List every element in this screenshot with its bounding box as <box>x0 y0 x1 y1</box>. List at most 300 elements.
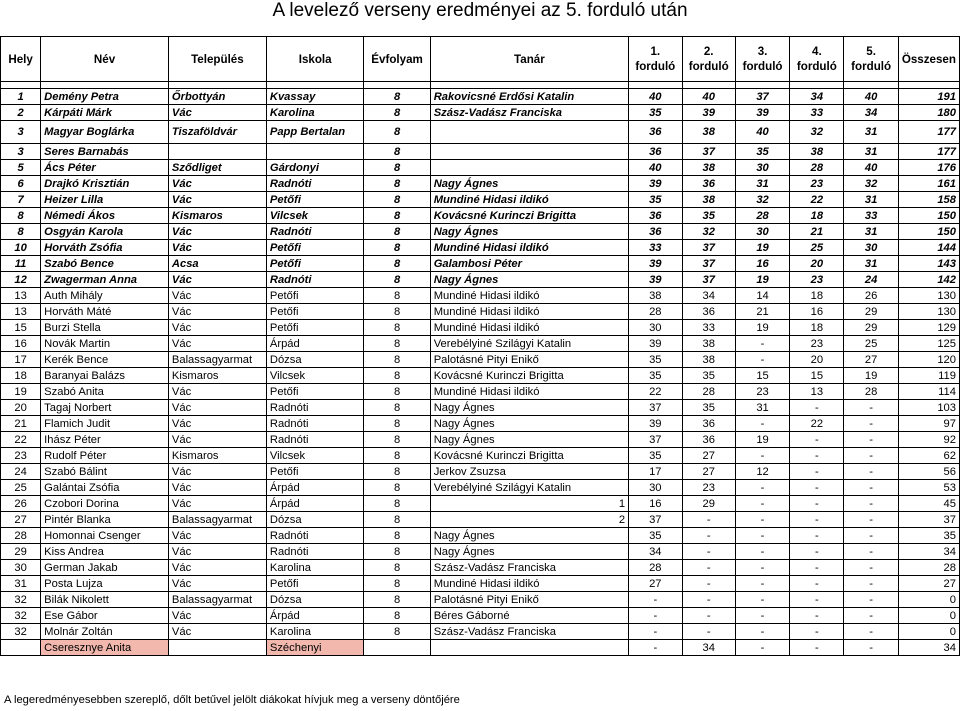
cell-round-3: - <box>735 352 789 368</box>
cell-total: 177 <box>898 144 959 160</box>
cell-total: 129 <box>898 320 959 336</box>
spacer-cell <box>168 82 266 89</box>
col-header-round-3 <box>735 37 789 82</box>
cell-name: Horváth Zsófia <box>41 240 169 256</box>
cell-total: 143 <box>898 256 959 272</box>
col-header-osszesen: Összesen <box>898 37 959 82</box>
cell-town: Őrbottyán <box>168 89 266 105</box>
cell-town: Kismaros <box>168 368 266 384</box>
cell-grade: 8 <box>364 576 430 592</box>
cell-place: 6 <box>1 176 41 192</box>
spacer-row <box>1 82 960 89</box>
cell-place: 13 <box>1 304 41 320</box>
cell-round-1: 22 <box>629 384 682 400</box>
cell-round-2: 32 <box>682 224 735 240</box>
cell-round-2: 28 <box>682 384 735 400</box>
cell-place: 3 <box>1 121 41 144</box>
cell-school: Petőfi <box>266 384 364 400</box>
table-row <box>1 160 960 176</box>
cell-teacher: 1 <box>430 496 628 512</box>
cell-name: Czobori Dorina <box>41 496 169 512</box>
cell-total: 62 <box>898 448 959 464</box>
table-row <box>1 496 960 512</box>
cell-total: 35 <box>898 528 959 544</box>
cell-round-3: - <box>735 608 789 624</box>
cell-total: 27 <box>898 576 959 592</box>
cell-grade: 8 <box>364 496 430 512</box>
cell-school: Petőfi <box>266 464 364 480</box>
cell-town: Vác <box>168 304 266 320</box>
cell-round-3: 37 <box>735 89 789 105</box>
cell-round-2: 40 <box>682 89 735 105</box>
cell-round-5: 25 <box>844 336 898 352</box>
cell-school: Árpád <box>266 496 364 512</box>
cell-round-4: - <box>790 496 844 512</box>
cell-school: Karolina <box>266 560 364 576</box>
cell-total: 150 <box>898 224 959 240</box>
cell-round-2: - <box>682 512 735 528</box>
cell-total: 125 <box>898 336 959 352</box>
spacer-cell <box>430 82 628 89</box>
cell-round-4: - <box>790 528 844 544</box>
cell-place: 21 <box>1 416 41 432</box>
cell-round-3: 16 <box>735 256 789 272</box>
cell-teacher: Kovácsné Kurinczi Brigitta <box>430 448 628 464</box>
cell-round-4: - <box>790 432 844 448</box>
cell-round-3: - <box>735 592 789 608</box>
cell-school: Petőfi <box>266 320 364 336</box>
cell-round-5: - <box>844 496 898 512</box>
cell-town: Vác <box>168 560 266 576</box>
cell-school: Árpád <box>266 608 364 624</box>
cell-round-2: - <box>682 576 735 592</box>
cell-name: Drajkó Krisztián <box>41 176 169 192</box>
cell-round-1: - <box>629 608 682 624</box>
cell-round-3: - <box>735 336 789 352</box>
cell-round-2: - <box>682 544 735 560</box>
cell-school: Vilcsek <box>266 448 364 464</box>
cell-round-4: 18 <box>790 208 844 224</box>
cell-round-4: - <box>790 624 844 640</box>
cell-teacher: Jerkov Zsuzsa <box>430 464 628 480</box>
cell-name: Szabó Anita <box>41 384 169 400</box>
cell-round-5: - <box>844 400 898 416</box>
cell-town: Kismaros <box>168 208 266 224</box>
spacer-cell <box>844 82 898 89</box>
cell-round-4: 13 <box>790 384 844 400</box>
table-row <box>1 272 960 288</box>
cell-name: Molnár Zoltán <box>41 624 169 640</box>
cell-town: Vác <box>168 432 266 448</box>
cell-teacher: Mundiné Hidasi ildikó <box>430 240 628 256</box>
cell-round-3: 35 <box>735 144 789 160</box>
cell-grade: 8 <box>364 256 430 272</box>
cell-round-4: 23 <box>790 176 844 192</box>
cell-town: Balassagyarmat <box>168 512 266 528</box>
cell-town: Vác <box>168 400 266 416</box>
cell-round-4: 18 <box>790 320 844 336</box>
cell-round-4: - <box>790 400 844 416</box>
cell-teacher: Nagy Ágnes <box>430 400 628 416</box>
table-row <box>1 304 960 320</box>
cell-teacher: Verebélyiné Szilágyi Katalin <box>430 336 628 352</box>
cell-round-1: 35 <box>629 105 682 121</box>
round-4-number: 4. <box>812 45 822 58</box>
cell-school: Radnóti <box>266 416 364 432</box>
cell-grade: 8 <box>364 224 430 240</box>
cell-round-1: 36 <box>629 144 682 160</box>
cell-place: 11 <box>1 256 41 272</box>
cell-town: Vác <box>168 464 266 480</box>
cell-grade: 8 <box>364 336 430 352</box>
cell-round-5: 29 <box>844 320 898 336</box>
cell-round-4: - <box>790 480 844 496</box>
cell-total: 161 <box>898 176 959 192</box>
round-3-number: 3. <box>757 45 768 58</box>
cell-round-1: 39 <box>629 176 682 192</box>
cell-round-1: 28 <box>629 304 682 320</box>
cell-place <box>1 640 41 656</box>
cell-name: Némedi Ákos <box>41 208 169 224</box>
cell-school: Radnóti <box>266 272 364 288</box>
cell-name: Tagaj Norbert <box>41 400 169 416</box>
col-header-tanar: Tanár <box>430 37 628 82</box>
cell-town: Vác <box>168 320 266 336</box>
round-2-word: forduló <box>688 60 729 73</box>
cell-round-3: 30 <box>735 160 789 176</box>
cell-round-1: 33 <box>629 240 682 256</box>
cell-place: 15 <box>1 320 41 336</box>
cell-school: Árpád <box>266 480 364 496</box>
cell-town: Vác <box>168 336 266 352</box>
cell-place: 32 <box>1 608 41 624</box>
cell-round-3: 19 <box>735 240 789 256</box>
cell-name: Zwagerman Anna <box>41 272 169 288</box>
table-row <box>1 288 960 304</box>
cell-total: 0 <box>898 608 959 624</box>
cell-name: Cseresznye Anita <box>41 640 169 656</box>
cell-round-2: 36 <box>682 304 735 320</box>
table-row <box>1 640 960 656</box>
cell-round-5: - <box>844 448 898 464</box>
cell-name: Pintér Blanka <box>41 512 169 528</box>
cell-round-5: - <box>844 608 898 624</box>
cell-round-4: 28 <box>790 160 844 176</box>
table-row <box>1 448 960 464</box>
cell-round-3: 12 <box>735 464 789 480</box>
round-1-number: 1. <box>650 45 661 58</box>
cell-round-4: 33 <box>790 105 844 121</box>
cell-grade: 8 <box>364 400 430 416</box>
cell-total: 191 <box>898 89 959 105</box>
cell-round-1: 37 <box>629 432 682 448</box>
cell-round-2: 35 <box>682 400 735 416</box>
cell-round-1: 35 <box>629 368 682 384</box>
cell-round-2: 36 <box>682 416 735 432</box>
cell-total: 120 <box>898 352 959 368</box>
cell-round-4: - <box>790 464 844 480</box>
table-row <box>1 352 960 368</box>
cell-grade: 8 <box>364 624 430 640</box>
cell-place: 20 <box>1 400 41 416</box>
cell-round-1: 39 <box>629 416 682 432</box>
cell-round-5: 40 <box>844 160 898 176</box>
cell-round-1: 27 <box>629 576 682 592</box>
cell-round-5: 28 <box>844 384 898 400</box>
cell-town: Acsa <box>168 256 266 272</box>
table-row <box>1 608 960 624</box>
cell-round-3: - <box>735 560 789 576</box>
cell-round-2: 38 <box>682 121 735 144</box>
cell-name: Auth Mihály <box>41 288 169 304</box>
cell-round-3: - <box>735 528 789 544</box>
cell-grade: 8 <box>364 105 430 121</box>
cell-name: Demény Petra <box>41 89 169 105</box>
table-row <box>1 512 960 528</box>
cell-round-5: 31 <box>844 144 898 160</box>
cell-teacher: Nagy Ágnes <box>430 224 628 240</box>
cell-grade: 8 <box>364 304 430 320</box>
cell-total: 92 <box>898 432 959 448</box>
cell-teacher: Kovácsné Kurinczi Brigitta <box>430 208 628 224</box>
cell-town: Sződliget <box>168 160 266 176</box>
cell-total: 97 <box>898 416 959 432</box>
cell-round-5: 33 <box>844 208 898 224</box>
cell-school: Dózsa <box>266 512 364 528</box>
cell-school: Petőfi <box>266 240 364 256</box>
cell-town: Vác <box>168 480 266 496</box>
cell-round-5: - <box>844 576 898 592</box>
table-row <box>1 256 960 272</box>
cell-round-3: - <box>735 448 789 464</box>
cell-round-2: 27 <box>682 448 735 464</box>
cell-round-1: - <box>629 592 682 608</box>
cell-round-3: 19 <box>735 272 789 288</box>
cell-round-2: - <box>682 608 735 624</box>
cell-town: Vác <box>168 528 266 544</box>
results-table <box>0 36 960 656</box>
cell-round-1: 35 <box>629 192 682 208</box>
cell-round-2: 38 <box>682 352 735 368</box>
cell-total: 177 <box>898 121 959 144</box>
cell-grade: 8 <box>364 272 430 288</box>
col-header-nev: Név <box>41 37 169 82</box>
cell-round-4: 34 <box>790 89 844 105</box>
cell-round-4: 22 <box>790 416 844 432</box>
cell-grade: 8 <box>364 480 430 496</box>
cell-name: Szabó Bálint <box>41 464 169 480</box>
cell-round-5: - <box>844 512 898 528</box>
cell-grade: 8 <box>364 160 430 176</box>
cell-teacher: 2 <box>430 512 628 528</box>
cell-grade: 8 <box>364 512 430 528</box>
cell-round-4: - <box>790 448 844 464</box>
cell-place: 26 <box>1 496 41 512</box>
cell-round-2: 37 <box>682 256 735 272</box>
cell-round-5: 30 <box>844 240 898 256</box>
cell-total: 130 <box>898 288 959 304</box>
cell-total: 0 <box>898 592 959 608</box>
cell-place: 19 <box>1 384 41 400</box>
cell-round-5: 31 <box>844 192 898 208</box>
col-header-round-1 <box>629 37 682 82</box>
cell-teacher <box>430 121 628 144</box>
cell-round-3: - <box>735 480 789 496</box>
cell-teacher: Mundiné Hidasi ildikó <box>430 384 628 400</box>
spacer-cell <box>898 82 959 89</box>
cell-place: 16 <box>1 336 41 352</box>
cell-school: Dózsa <box>266 592 364 608</box>
cell-round-4: 22 <box>790 192 844 208</box>
cell-round-3: 39 <box>735 105 789 121</box>
cell-place: 8 <box>1 224 41 240</box>
cell-place: 32 <box>1 592 41 608</box>
cell-round-3: 19 <box>735 320 789 336</box>
cell-round-4: 25 <box>790 240 844 256</box>
cell-round-1: 38 <box>629 288 682 304</box>
cell-total: 176 <box>898 160 959 176</box>
cell-name: Kárpáti Márk <box>41 105 169 121</box>
cell-round-3: 31 <box>735 400 789 416</box>
cell-school: Petőfi <box>266 304 364 320</box>
cell-grade: 8 <box>364 352 430 368</box>
cell-total: 150 <box>898 208 959 224</box>
cell-town: Tiszaföldvár <box>168 121 266 144</box>
cell-round-2: 34 <box>682 640 735 656</box>
cell-teacher: Palotásné Pityi Enikő <box>430 352 628 368</box>
cell-round-5: 24 <box>844 272 898 288</box>
spacer-cell <box>735 82 789 89</box>
table-row <box>1 624 960 640</box>
cell-round-5: - <box>844 464 898 480</box>
cell-place: 5 <box>1 160 41 176</box>
cell-round-2: 27 <box>682 464 735 480</box>
cell-round-2: - <box>682 624 735 640</box>
round-2-number: 2. <box>703 45 714 58</box>
cell-school: Karolina <box>266 624 364 640</box>
cell-round-3: 14 <box>735 288 789 304</box>
cell-round-2: 29 <box>682 496 735 512</box>
cell-town: Balassagyarmat <box>168 352 266 368</box>
cell-teacher: Nagy Ágnes <box>430 432 628 448</box>
table-row <box>1 320 960 336</box>
cell-round-2: 36 <box>682 176 735 192</box>
cell-round-1: 39 <box>629 256 682 272</box>
table-row <box>1 208 960 224</box>
cell-round-2: - <box>682 592 735 608</box>
cell-town: Vác <box>168 624 266 640</box>
col-header-hely: Hely <box>1 37 41 82</box>
cell-name: Flamich Judit <box>41 416 169 432</box>
cell-teacher: Mundiné Hidasi ildikó <box>430 304 628 320</box>
cell-school: Radnóti <box>266 432 364 448</box>
cell-round-2: 35 <box>682 208 735 224</box>
cell-round-3: - <box>735 640 789 656</box>
cell-town <box>168 144 266 160</box>
cell-round-5: 27 <box>844 352 898 368</box>
cell-total: 103 <box>898 400 959 416</box>
cell-school: Vilcsek <box>266 208 364 224</box>
cell-school: Radnóti <box>266 528 364 544</box>
cell-round-1: 35 <box>629 448 682 464</box>
cell-name: Szabó Bence <box>41 256 169 272</box>
cell-teacher: Rakovicsné Erdősi Katalin <box>430 89 628 105</box>
cell-round-3: - <box>735 496 789 512</box>
cell-round-2: 23 <box>682 480 735 496</box>
cell-place: 28 <box>1 528 41 544</box>
cell-round-1: 37 <box>629 512 682 528</box>
cell-round-2: 38 <box>682 336 735 352</box>
cell-round-3: 28 <box>735 208 789 224</box>
cell-school: Dózsa <box>266 352 364 368</box>
cell-place: 13 <box>1 288 41 304</box>
cell-total: 34 <box>898 544 959 560</box>
cell-grade: 8 <box>364 121 430 144</box>
table-row <box>1 560 960 576</box>
cell-round-5: 34 <box>844 105 898 121</box>
col-header-round-2 <box>682 37 735 82</box>
cell-round-5: - <box>844 624 898 640</box>
cell-round-1: 34 <box>629 544 682 560</box>
cell-name: Ács Péter <box>41 160 169 176</box>
round-5-number: 5. <box>866 45 876 58</box>
cell-place: 17 <box>1 352 41 368</box>
cell-round-4: - <box>790 640 844 656</box>
cell-round-5: - <box>844 544 898 560</box>
cell-total: 119 <box>898 368 959 384</box>
cell-place: 12 <box>1 272 41 288</box>
cell-round-1: 39 <box>629 272 682 288</box>
cell-town: Balassagyarmat <box>168 592 266 608</box>
cell-round-1: - <box>629 624 682 640</box>
cell-name: Kiss Andrea <box>41 544 169 560</box>
round-1-word: forduló <box>635 60 676 73</box>
cell-place: 27 <box>1 512 41 528</box>
cell-town: Vác <box>168 416 266 432</box>
cell-round-4: 23 <box>790 336 844 352</box>
cell-round-1: 17 <box>629 464 682 480</box>
cell-school: Vilcsek <box>266 368 364 384</box>
cell-round-1: 35 <box>629 352 682 368</box>
cell-teacher <box>430 640 628 656</box>
cell-round-2: 38 <box>682 160 735 176</box>
cell-round-3: 40 <box>735 121 789 144</box>
cell-town: Vác <box>168 544 266 560</box>
cell-teacher: Mundiné Hidasi ildikó <box>430 192 628 208</box>
table-row <box>1 368 960 384</box>
table-row <box>1 384 960 400</box>
cell-grade: 8 <box>364 448 430 464</box>
cell-school <box>266 144 364 160</box>
cell-town: Vác <box>168 240 266 256</box>
cell-round-2: 35 <box>682 368 735 384</box>
table-row <box>1 192 960 208</box>
cell-town: Vác <box>168 272 266 288</box>
cell-name: Heizer Lilla <box>41 192 169 208</box>
cell-round-4: - <box>790 576 844 592</box>
cell-place: 32 <box>1 624 41 640</box>
cell-town: Vác <box>168 105 266 121</box>
cell-teacher: Kovácsné Kurinczi Brigitta <box>430 368 628 384</box>
cell-round-1: 30 <box>629 320 682 336</box>
cell-place: 24 <box>1 464 41 480</box>
cell-teacher <box>430 144 628 160</box>
cell-place: 18 <box>1 368 41 384</box>
table-row <box>1 480 960 496</box>
cell-grade: 8 <box>364 528 430 544</box>
cell-round-1: 40 <box>629 89 682 105</box>
spacer-cell <box>41 82 169 89</box>
